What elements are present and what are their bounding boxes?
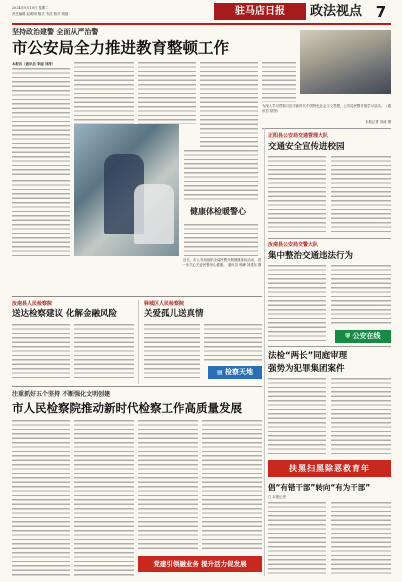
tag-procuratorate-label: 检察天地 xyxy=(225,368,254,376)
paper-name: 驻马店日报 xyxy=(235,6,285,17)
banner-red: 扶黑扫黑除恶救育年 xyxy=(268,460,391,477)
masthead-info: 责任编辑 赵明明 版式 韦浩 校对 胡瑞 xyxy=(12,12,69,16)
bottom-body-col3 xyxy=(138,420,198,552)
divider-right-2 xyxy=(268,346,391,347)
photo-figure-2 xyxy=(134,184,174,244)
main-vertical-divider xyxy=(264,128,265,576)
bottom-lead-kicker: 注重抓好五个坚持 不断强化文明创建 xyxy=(12,391,111,398)
lead-body-col3b xyxy=(184,150,258,200)
right-law-subtitle: 强势为犯罪集团案件 xyxy=(268,364,345,374)
masthead-date: 2024年9月10日 星期二 xyxy=(12,6,49,10)
lead-photo-right-caption: 为深入学习贯彻习近平新时代中国特色社会主义思想，公安局民警开展学习活动。（通讯员 供图） xyxy=(262,104,391,113)
lead-body-col4 xyxy=(200,62,258,150)
shield-icon: ⛨ xyxy=(345,333,351,340)
photo-caption-title: 健康体检暖警心 xyxy=(190,207,246,216)
mid-vline xyxy=(138,300,139,384)
right-story2-body-b xyxy=(331,265,391,325)
bottom-lead-title: 市人民检察院推动新时代检察工作高质量发展 xyxy=(12,401,242,415)
tag-public-security-label: 公安在线 xyxy=(352,332,381,340)
lead-photo-right-credit: 本报记者 刘涛 摄 xyxy=(365,120,391,124)
right-story2-body-a xyxy=(268,265,326,341)
bottom-divider-rule xyxy=(12,386,262,387)
right-story1-body-a xyxy=(268,156,326,234)
photo-note: 近日，市公安局组织全局民警开展健康体检活动，进一步关心关爱民警身心健康。 通讯员 邢峰 刘建东 摄 xyxy=(182,258,262,267)
divider-top-right xyxy=(262,128,391,129)
right-story1-title: 交通安全宣传进校园 xyxy=(268,142,345,152)
banner-bottom: 党建引领融业务 提升活力促发展 xyxy=(138,556,262,572)
masthead-paper-logo xyxy=(214,3,306,20)
tag-procuratorate xyxy=(208,366,262,379)
document-icon: ▤ xyxy=(216,369,223,376)
mid-divider-rule xyxy=(12,296,262,297)
mid-right-body-b xyxy=(204,324,262,362)
mid-right-body-a xyxy=(144,324,200,380)
right-opinion-title: 倡“有错干部”转向“有为干部” xyxy=(268,483,371,492)
lead-body-col2b xyxy=(12,180,70,256)
right-story1-body-b xyxy=(331,156,391,234)
right-story2-title: 集中整治交通违法行为 xyxy=(268,251,354,261)
mid-left-title: 送达检察建议 化解金融风险 xyxy=(12,309,117,319)
right-opinion-byline: □ 本报记者 xyxy=(268,495,286,499)
right-opinion-body-a xyxy=(268,502,326,576)
lead-byline: 本报讯（通讯员 李丽 刘涛） xyxy=(12,62,56,66)
bottom-body-col2 xyxy=(74,420,134,576)
bottom-body-col4 xyxy=(202,420,262,552)
right-law-body-a xyxy=(268,378,326,454)
right-story1-kicker: 正阳县公安局交通管理大队 xyxy=(268,133,329,139)
section-title: 政法视点 xyxy=(310,4,363,19)
mid-right-kicker: 驿城区人民检察院 xyxy=(144,301,185,307)
mid-left-body-b xyxy=(74,324,134,380)
bottom-body-col1 xyxy=(12,420,70,576)
page-number: 7 xyxy=(375,3,387,21)
mid-left-body-a xyxy=(12,324,70,380)
mid-right-title: 关爱孤儿送真情 xyxy=(144,309,204,319)
lead-photo-right xyxy=(300,30,391,94)
lead-body-col1 xyxy=(12,68,70,176)
mid-left-kicker: 汝南县人民检察院 xyxy=(12,301,53,307)
right-law-body-b xyxy=(331,378,391,454)
right-story2-kicker: 汝南县公安局交警大队 xyxy=(268,242,319,248)
lead-body-col5 xyxy=(262,62,296,102)
lead-title: 市公安局全力推进教育整顿工作 xyxy=(12,39,230,57)
lead-body-col3c xyxy=(184,224,258,256)
lead-body-col2 xyxy=(74,62,134,124)
lead-body-col3 xyxy=(138,62,196,124)
right-opinion-body-b xyxy=(331,502,391,576)
tag-public-security xyxy=(335,330,391,343)
lead-kicker: 坚持政治建警 全面从严治警 xyxy=(12,28,99,36)
right-law-title: 法检“两长”同庭审理 xyxy=(268,351,348,361)
lead-photo-main xyxy=(74,124,179,256)
masthead-rule xyxy=(12,23,391,25)
divider-right-1 xyxy=(268,238,391,239)
